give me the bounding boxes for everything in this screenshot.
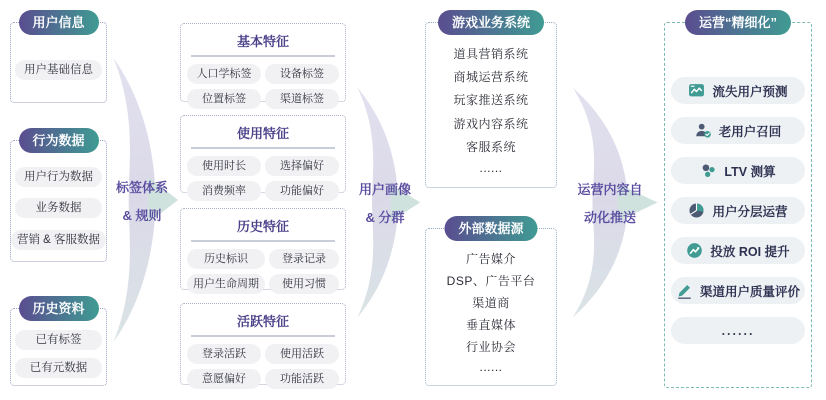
operation-item bbox=[671, 197, 805, 224]
feature-tag: 位置标签 bbox=[187, 89, 261, 109]
pie-chart-icon bbox=[688, 202, 705, 219]
box-title-pill: 运营“精细化” bbox=[685, 10, 791, 35]
system-item: 渠道商 bbox=[472, 296, 510, 310]
feature-items bbox=[181, 62, 345, 115]
feature-box-title: 基本特征 bbox=[191, 31, 335, 57]
system-item: ...... bbox=[479, 160, 503, 175]
operation-label: 老用户召回 bbox=[718, 124, 782, 139]
feature-tag: 意愿偏好 bbox=[187, 369, 261, 389]
feature-tag: 使用时长 bbox=[187, 156, 261, 176]
feature-tag: 使用活跃 bbox=[265, 344, 339, 364]
box-items bbox=[11, 141, 106, 261]
feature-tag: 消费频率 bbox=[187, 181, 261, 201]
active-features-box bbox=[180, 303, 346, 385]
feature-tag: 选择偏好 bbox=[265, 156, 339, 176]
system-item: 游戏内容系统 bbox=[453, 116, 529, 131]
operation-item bbox=[671, 277, 805, 304]
feature-tag: 使用习惯 bbox=[269, 274, 339, 294]
arrow-label-line: 标签体系 bbox=[115, 179, 168, 195]
feature-tag: 功能偏好 bbox=[265, 181, 339, 201]
system-item: 行业协会 bbox=[465, 340, 516, 354]
system-item: DSP、广告平台 bbox=[446, 274, 536, 288]
feature-tag: 登录记录 bbox=[269, 249, 339, 269]
operation-label: 投放 ROI 提升 bbox=[710, 244, 790, 259]
feature-tag: 渠道标签 bbox=[265, 89, 339, 109]
game-business-systems-box bbox=[425, 15, 557, 188]
box-items bbox=[426, 229, 556, 385]
feature-tag: 功能活跃 bbox=[265, 369, 339, 389]
feature-box-title: 活跃特征 bbox=[191, 311, 335, 337]
feature-tag: 登录活跃 bbox=[187, 344, 261, 364]
cluster-dots-icon bbox=[700, 162, 717, 179]
flow-arrow-push bbox=[560, 85, 660, 320]
system-item: ...... bbox=[479, 360, 503, 374]
behavior-data-box bbox=[10, 133, 107, 262]
feature-tag: 历史标识 bbox=[187, 249, 265, 269]
feature-items bbox=[181, 154, 345, 207]
feature-box-title: 使用特征 bbox=[191, 123, 335, 149]
arrow-label-line: & 规则 bbox=[122, 207, 162, 223]
box-items bbox=[665, 23, 811, 387]
basic-features-box bbox=[180, 23, 346, 105]
system-item: 广告媒介 bbox=[465, 252, 516, 266]
operation-item bbox=[671, 117, 805, 144]
arrow-label-line: 动化推送 bbox=[583, 210, 636, 225]
arrow-label bbox=[104, 55, 180, 345]
usage-features-box bbox=[180, 115, 346, 197]
arrow-label-line: 用户画像 bbox=[358, 182, 411, 197]
operation-label: 渠道用户质量评价 bbox=[699, 284, 800, 299]
operation-label: 用户分层运营 bbox=[712, 204, 788, 219]
feature-tag: 设备标签 bbox=[265, 64, 339, 84]
operation-label: 流失用户预测 bbox=[712, 84, 788, 99]
system-item: 垂直媒体 bbox=[465, 318, 516, 332]
operation-item bbox=[671, 157, 805, 184]
system-item: 玩家推送系统 bbox=[453, 93, 529, 108]
operation-item bbox=[671, 317, 805, 344]
feature-tag: 人口学标签 bbox=[187, 64, 261, 84]
line-chart-monitor-icon bbox=[688, 82, 705, 99]
box-title-pill: 历史资料 bbox=[18, 296, 98, 321]
data-item: 用户行为数据 bbox=[15, 167, 101, 187]
arrow-label bbox=[560, 85, 660, 320]
feature-items bbox=[181, 342, 345, 395]
arrow-label bbox=[348, 85, 422, 320]
user-info-box bbox=[10, 15, 107, 103]
box-title-pill: 外部数据源 bbox=[444, 216, 537, 241]
flow-arrow-profile bbox=[348, 85, 422, 320]
operation-label: ...... bbox=[721, 323, 755, 338]
data-item: 已有元数据 bbox=[15, 358, 101, 378]
roi-trend-icon bbox=[686, 242, 703, 259]
system-item: 客服系统 bbox=[465, 139, 516, 154]
feature-items bbox=[181, 247, 345, 300]
box-items bbox=[426, 23, 556, 187]
user-recall-icon bbox=[695, 122, 712, 139]
external-data-sources-box bbox=[425, 221, 557, 386]
history-features-box bbox=[180, 208, 346, 290]
box-title-pill: 行为数据 bbox=[18, 128, 98, 153]
flow-arrow-tags bbox=[104, 55, 180, 345]
data-item: 业务数据 bbox=[15, 198, 101, 218]
operation-label: LTV 测算 bbox=[724, 164, 776, 179]
refined-operations-panel bbox=[664, 15, 812, 388]
arrow-label-line: & 分群 bbox=[365, 210, 405, 225]
pencil-icon bbox=[676, 282, 693, 299]
arrow-label-line: 运营内容自 bbox=[577, 182, 643, 197]
box-title-pill: 用户信息 bbox=[18, 10, 98, 35]
data-item: 营销 & 客服数据 bbox=[11, 230, 106, 250]
operation-item bbox=[671, 237, 805, 264]
system-item: 商城运营系统 bbox=[453, 70, 529, 85]
feature-tag: 用户生命周期 bbox=[187, 274, 265, 294]
data-item: 用户基础信息 bbox=[15, 60, 101, 80]
data-item: 已有标签 bbox=[15, 330, 101, 350]
feature-box-title: 历史特征 bbox=[191, 216, 335, 242]
system-item: 道具营销系统 bbox=[453, 47, 529, 62]
history-data-box bbox=[10, 301, 107, 386]
operation-item bbox=[671, 77, 805, 104]
box-title-pill: 游戏业务系统 bbox=[438, 10, 544, 35]
